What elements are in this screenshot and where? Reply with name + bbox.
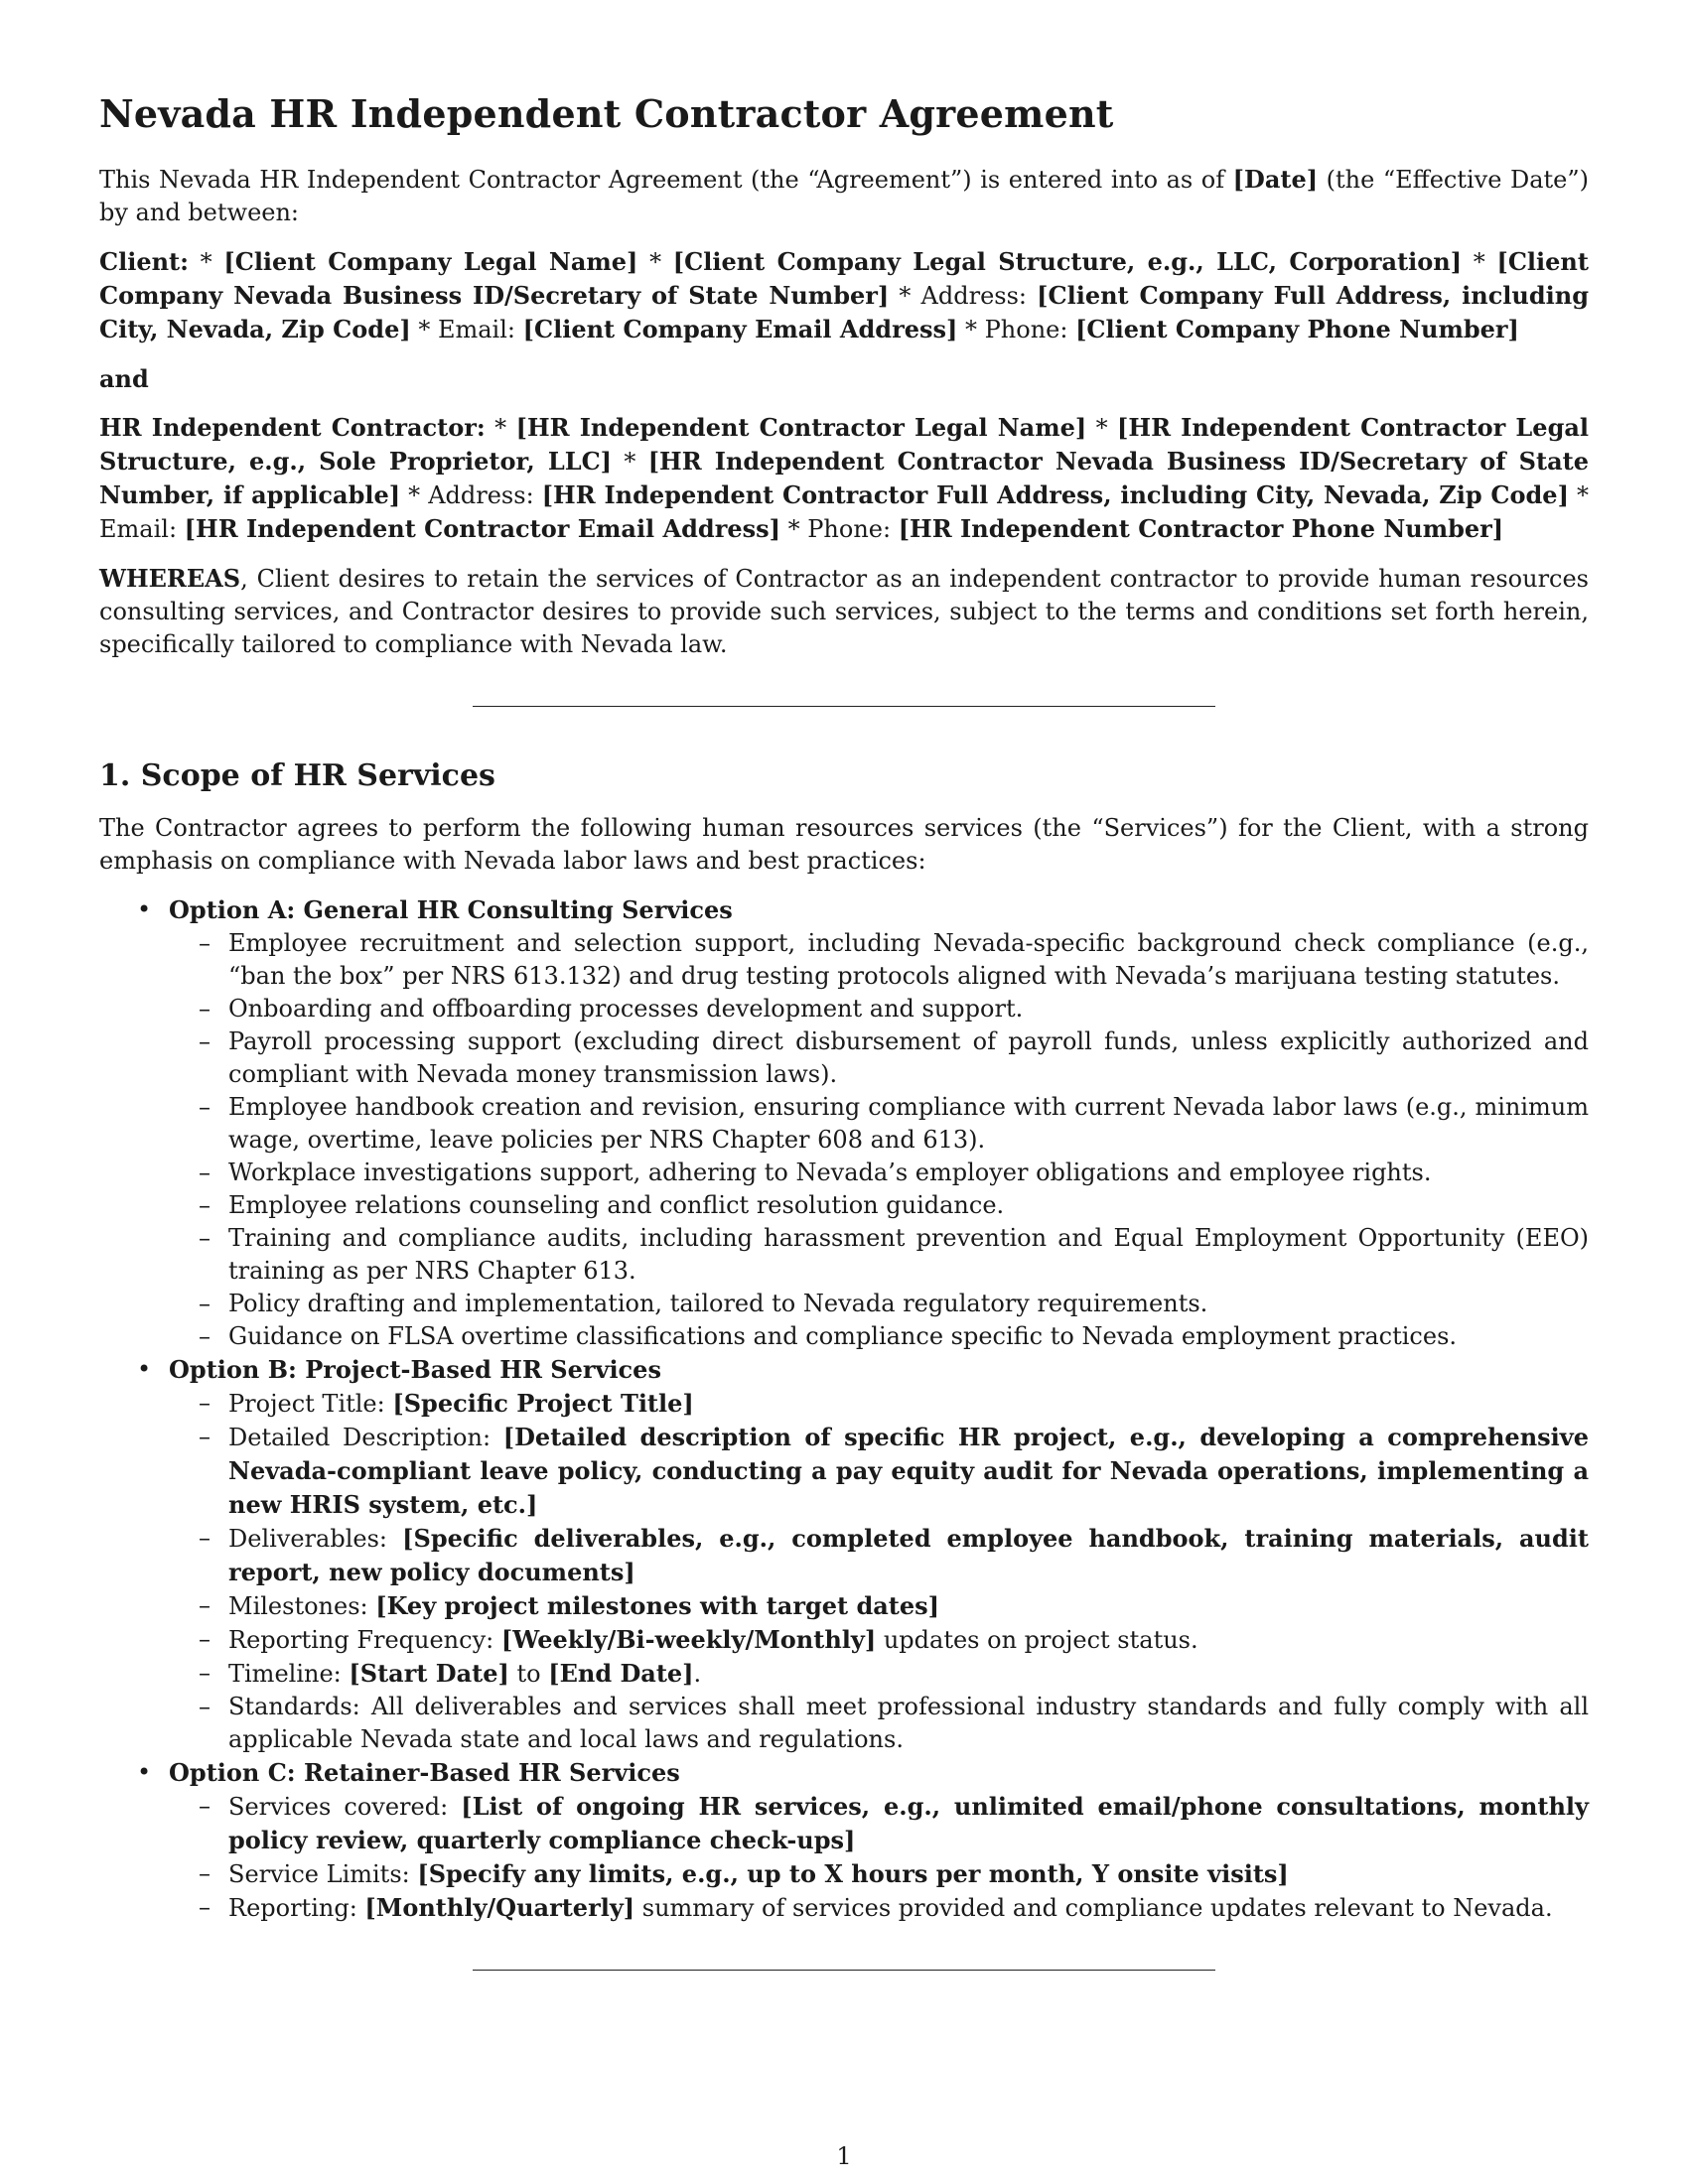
client-label: Client: [99,246,189,276]
contractor-block [99,411,1589,546]
contractor-business-id-placeholder: [HR Independent Contractor Nevada Business ID/Secretary of State Number, if applicable] [99,446,1589,509]
list-item [169,1421,1589,1522]
item-text: to [508,1659,549,1688]
list-item [169,1589,1589,1623]
description-placeholder: [Detailed description of specific HR project, e.g., developing a comprehensive Nevada-compliant leave policy, conducting a pay equity audit for Nevada operations, implementing a new HRIS system, etc.] [228,1422,1589,1519]
item-label: Detailed Description: [228,1423,503,1451]
client-block [99,245,1589,346]
client-business-id-placeholder: [Client Company Nevada Business ID/Secretary of State Number] [99,246,1589,310]
item-label: Milestones: [228,1591,376,1620]
client-email-label: * Email: [410,315,523,343]
list-item [169,1387,1589,1421]
separator: * [1086,413,1118,442]
document-title: Nevada HR Independent Contractor Agreement [99,91,1114,136]
reporting-placeholder: [Monthly/Quarterly] [364,1892,635,1922]
list-item [169,1657,1589,1691]
list-item: – Standards: All deliverables and services shall meet professional industry standards and fully comply with all applicable Nevada state and local laws and regulations. [169,1691,1589,1756]
date-placeholder: [Date] [1232,164,1319,194]
deliverables-placeholder: [Specific deliverables, e.g., completed employee handbook, training materials, audit report, new policy documents] [228,1523,1589,1586]
item-text: updates on project status. [876,1625,1198,1654]
intro-text: This Nevada HR Independent Contractor Agreement (the “Agreement”) is entered into as of [99,165,1233,194]
intro-text-end: (the “Effective Date”) by and between: [99,165,1589,226]
project-title-placeholder: [Specific Project Title] [392,1388,694,1418]
document-page [99,91,1589,2022]
contractor-name-placeholder: [HR Independent Contractor Legal Name] [515,412,1087,442]
list-item: – Employee recruitment and selection support, including Nevada-specific background check compliance (e.g., “ban the box” per NRS 613.132) and drug testing protocols aligned with Nevada’s marijuana testing statutes. [169,927,1589,993]
list-item: – Onboarding and offboarding processes development and support. [169,993,1589,1025]
separator: * [1462,247,1497,276]
options-list [99,893,1589,1925]
list-item: – Training and compliance audits, including harassment prevention and Equal Employment Opportunity (EEO) training as per NRS Chapter 613. [169,1222,1589,1288]
list-item: – Payroll processing support (excluding direct disbursement of payroll funds, unless explicitly authorized and compliant with Nevada money transmission laws). [169,1025,1589,1091]
item-text: . [693,1659,702,1688]
client-name-placeholder: [Client Company Legal Name] [223,246,638,276]
list-item: – Policy drafting and implementation, tailored to Nevada regulatory requirements. [169,1288,1589,1320]
contractor-email-label: * Email: [99,480,1589,543]
horizontal-divider [473,706,1215,707]
section-intro: The Contractor agrees to perform the following human resources services (the “Services”) for the Client, with a strong emphasis on compliance with Nevada labor laws and best practices: [99,813,1589,875]
option-b-items [169,1387,1589,1756]
list-item [169,1790,1589,1857]
separator: * [612,447,648,476]
option-c [99,1756,1589,1925]
milestones-placeholder: [Key project milestones with target dates] [375,1590,940,1620]
item-label: Timeline: [228,1659,350,1688]
separator: * [485,413,516,442]
reporting-placeholder: [Weekly/Bi-weekly/Monthly] [500,1624,877,1654]
page-number: 1 [836,2142,852,2170]
client-address-placeholder: [Client Company Full Address, including City, Nevada, Zip Code] [99,280,1589,343]
separator: * [637,247,673,276]
option-a-items [169,927,1589,1353]
list-item [169,1857,1589,1891]
item-label: Reporting: [228,1893,365,1922]
item-text: summary of services provided and compliance updates relevant to Nevada. [634,1893,1553,1922]
contractor-address-placeholder: [HR Independent Contractor Full Address, including City, Nevada, Zip Code] [541,479,1569,509]
client-email-placeholder: [Client Company Email Address] [522,314,958,343]
list-item [169,1891,1589,1925]
client-phone-label: * Phone: [957,315,1076,343]
list-item: – Guidance on FLSA overtime classifications and compliance specific to Nevada employment practices. [169,1320,1589,1353]
end-date-placeholder: [End Date] [548,1658,694,1688]
item-label: Service Limits: [228,1859,418,1888]
intro-paragraph [99,163,1589,229]
option-c-items [169,1790,1589,1925]
separator: * [189,247,224,276]
client-phone-placeholder: [Client Company Phone Number] [1075,314,1519,343]
option-a-title: Option A: General HR Consulting Services [169,894,733,924]
option-a [99,893,1589,1353]
contractor-phone-placeholder: [HR Independent Contractor Phone Number] [898,513,1504,543]
contractor-email-placeholder: [HR Independent Contractor Email Address] [184,513,781,543]
whereas-label: WHEREAS [99,563,241,593]
item-label: Deliverables: [228,1524,403,1553]
item-label: Services covered: [228,1792,462,1821]
option-b [99,1353,1589,1756]
horizontal-divider [473,1970,1215,1971]
option-c-title: Option C: Retainer-Based HR Services [169,1757,680,1787]
contractor-phone-label: * Phone: [780,514,899,543]
contractor-label: HR Independent Contractor: [99,412,486,442]
whereas-paragraph [99,562,1589,661]
option-b-title: Option B: Project-Based HR Services [169,1354,661,1384]
contractor-address-label: * Address: [400,480,542,509]
item-label: Project Title: [228,1389,393,1418]
list-item: – Employee relations counseling and conflict resolution guidance. [169,1189,1589,1222]
list-item: – Employee handbook creation and revision, ensuring compliance with current Nevada labor laws (e.g., minimum wage, overtime, leave policies per NRS Chapter 608 and 613). [169,1091,1589,1157]
list-item: – Workplace investigations support, adhering to Nevada’s employer obligations and employee rights. [169,1157,1589,1189]
client-structure-placeholder: [Client Company Legal Structure, e.g., LLC, Corporation] [672,246,1463,276]
contractor-structure-placeholder: [HR Independent Contractor Legal Structure, e.g., Sole Proprietor, LLC] [99,412,1590,476]
section-heading: 1. Scope of HR Services [99,757,495,793]
services-placeholder: [List of ongoing HR services, e.g., unlimited email/phone consultations, monthly policy review, quarterly compliance check-ups] [228,1791,1589,1854]
list-item [169,1522,1589,1589]
client-address-label: * Address: [889,281,1038,310]
limits-placeholder: [Specify any limits, e.g., up to X hours per month, Y onsite visits] [417,1858,1289,1888]
item-label: Reporting Frequency: [228,1625,501,1654]
and-label: and [99,363,149,393]
whereas-text: , Client desires to retain the services of Contractor as an independent contractor to provide human resources consulting services, and Contractor desires to provide such services, subject to the terms and conditions set forth herein, specifically tailored to compliance with Nevada law. [99,564,1589,658]
start-date-placeholder: [Start Date] [349,1658,509,1688]
list-item [169,1623,1589,1657]
